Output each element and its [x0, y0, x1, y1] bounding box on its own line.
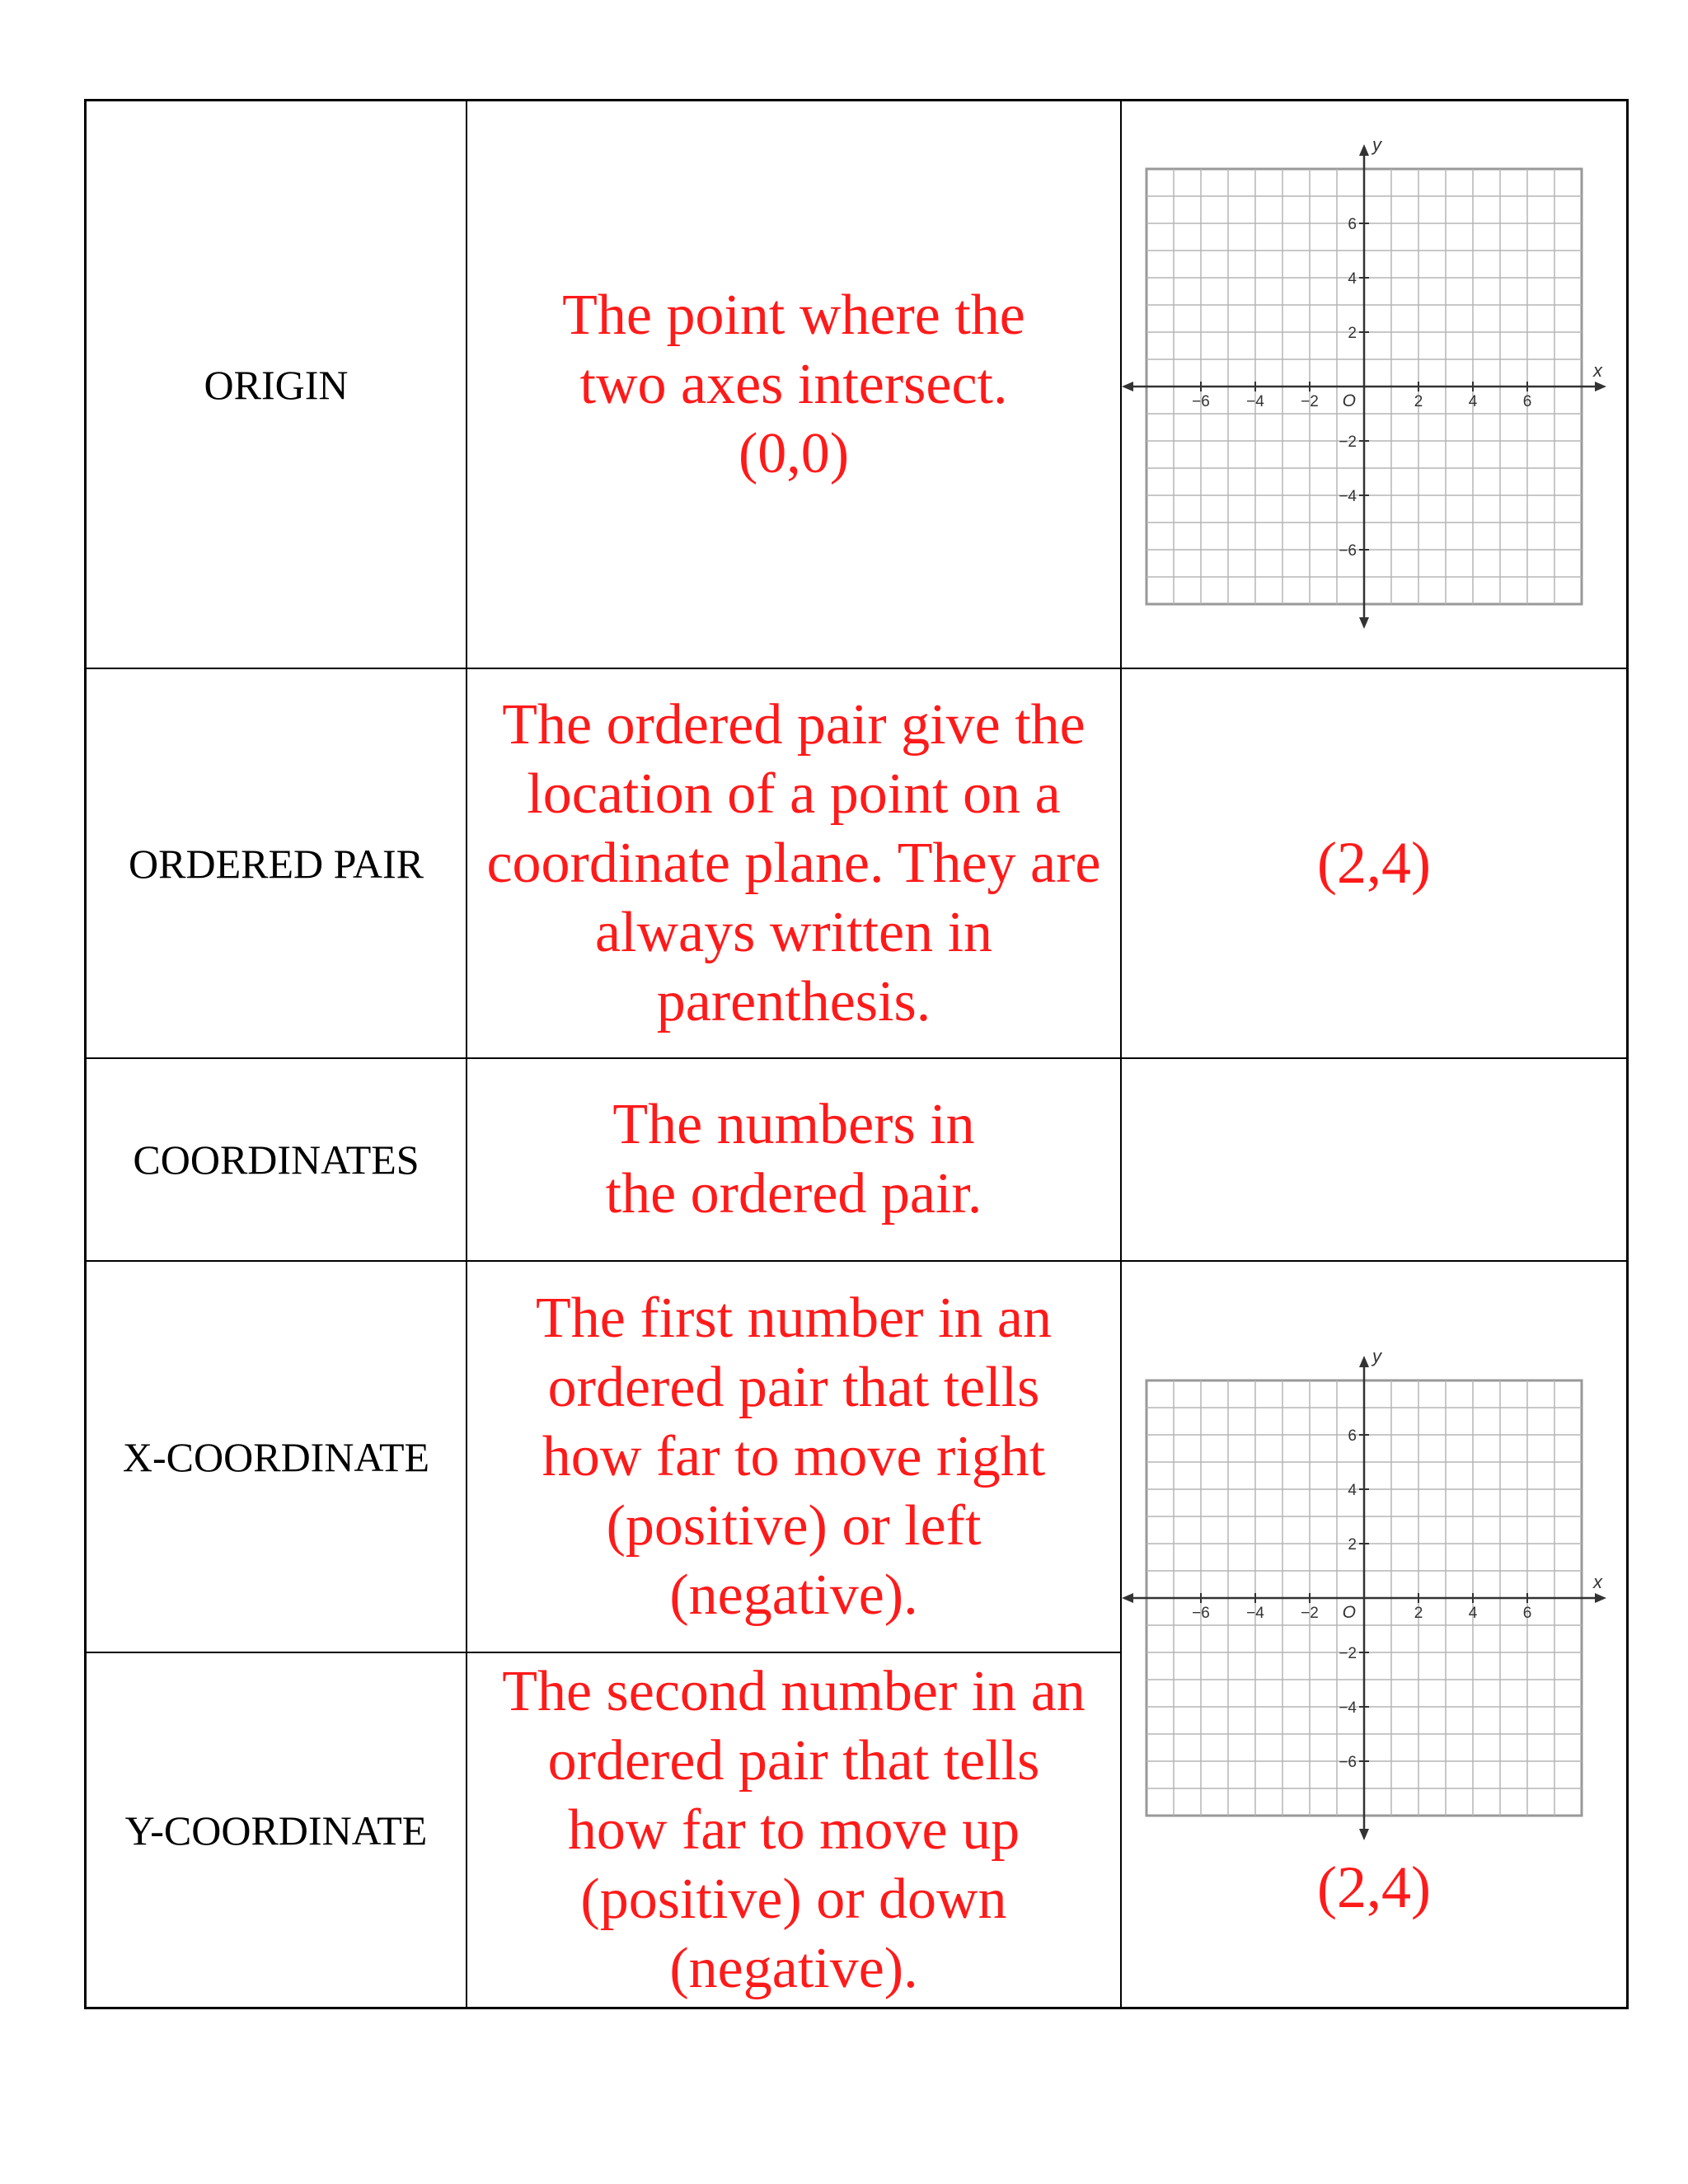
- term-ordered-pair: ORDERED PAIR: [129, 840, 424, 887]
- definition-ordered-pair: The ordered pair give the location of a point on a coordinate plane. They are always written in parenthesis.: [486, 692, 1101, 1033]
- x-tick-label: −4: [1246, 1605, 1264, 1622]
- x-tick-label: 2: [1414, 1605, 1423, 1622]
- y-tick-label: 4: [1348, 270, 1357, 288]
- y-tick-label: 6: [1348, 1427, 1357, 1445]
- table-border-right: [1626, 99, 1629, 2009]
- x-tick-label: −6: [1192, 1605, 1210, 1622]
- example-ordered-pair: (2,4): [1317, 830, 1431, 896]
- definition-y-coordinate: The second number in an ordered pair that tells how far to move up (positive) or down (negative).: [502, 1659, 1085, 2000]
- y-axis-arrow-down: [1359, 617, 1369, 629]
- definition-x-coordinate: The first number in an ordered pair that tells how far to move right (positive) or left (negative).: [536, 1286, 1052, 1627]
- y-tick-label: −4: [1339, 1699, 1357, 1717]
- term-y-coordinate: Y-COORDINATE: [124, 1807, 428, 1854]
- x-axis-arrow-right: [1595, 382, 1606, 391]
- y-axis-arrow-up: [1359, 144, 1369, 156]
- x-axis-label: x: [1593, 1572, 1602, 1592]
- definition-origin: The point where the two axes intersect. (0,0): [562, 283, 1025, 485]
- x-tick-label: 4: [1468, 393, 1478, 410]
- x-tick-label: 6: [1522, 1605, 1532, 1622]
- y-tick-label: −2: [1339, 1645, 1357, 1662]
- origin-label: O: [1342, 1603, 1356, 1622]
- term-x-coordinate: X-COORDINATE: [122, 1433, 430, 1480]
- x-tick-label: 2: [1414, 393, 1423, 410]
- definition-coordinates: The numbers in the ordered pair.: [605, 1093, 982, 1226]
- x-axis-label: x: [1593, 360, 1602, 381]
- x-tick-label: −2: [1301, 1605, 1319, 1622]
- x-tick-label: −6: [1192, 393, 1210, 410]
- table-border-bottom: [84, 2007, 1629, 2009]
- y-axis-label: y: [1372, 1346, 1381, 1366]
- term-coordinates: COORDINATES: [133, 1137, 420, 1183]
- y-tick-label: 4: [1348, 1482, 1357, 1499]
- x-tick-label: −4: [1246, 393, 1264, 410]
- example-y-coordinate: (2,4): [1317, 1854, 1431, 1920]
- x-tick-label: −2: [1301, 393, 1319, 410]
- coordinate-plane-graph: [1122, 1343, 1626, 1854]
- y-tick-label: −2: [1339, 434, 1357, 451]
- x-axis-arrow-left: [1122, 382, 1133, 391]
- y-tick-label: 2: [1348, 325, 1357, 342]
- term-origin: ORIGIN: [204, 361, 349, 408]
- y-axis-label: y: [1372, 134, 1381, 155]
- x-tick-label: 4: [1468, 1605, 1478, 1622]
- coordinate-plane-graph: [1122, 132, 1626, 643]
- y-tick-label: −6: [1339, 542, 1357, 560]
- y-tick-label: 6: [1348, 216, 1357, 233]
- y-tick-label: −6: [1339, 1754, 1357, 1771]
- y-tick-label: −4: [1339, 488, 1357, 505]
- x-axis-arrow-left: [1122, 1593, 1133, 1603]
- origin-label: O: [1342, 391, 1356, 410]
- y-tick-label: 2: [1348, 1536, 1357, 1554]
- x-axis-arrow-right: [1595, 1593, 1606, 1603]
- x-tick-label: 6: [1522, 393, 1532, 410]
- y-axis-arrow-up: [1359, 1356, 1369, 1367]
